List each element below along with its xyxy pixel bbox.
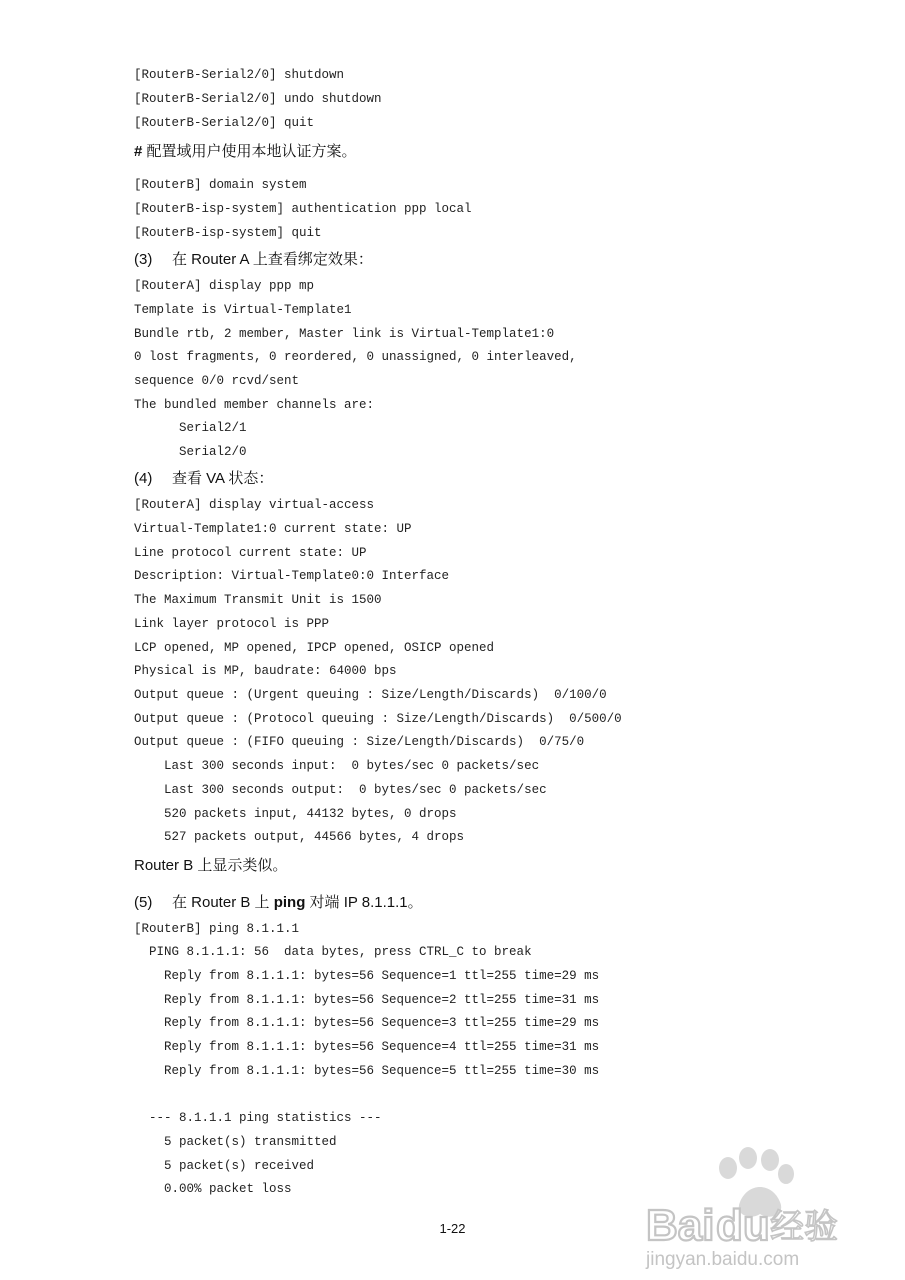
code-line: [RouterB] ping 8.1.1.1 <box>134 922 300 936</box>
code-line: [RouterB-Serial2/0] undo shutdown <box>134 92 382 106</box>
code-line: [RouterB-isp-system] authentication ppp local <box>134 202 472 216</box>
step-text-bold: ping <box>273 894 306 911</box>
code-line: Reply from 8.1.1.1: bytes=56 Sequence=1 ttl=255 time=29 ms <box>134 969 600 983</box>
code-line: PING 8.1.1.1: 56 data bytes, press CTRL_C to break <box>134 945 532 959</box>
step-number: (4) <box>134 470 153 487</box>
code-line: Physical is MP, baudrate: 64000 bps <box>134 664 397 678</box>
code-line: Virtual-Template1:0 current state: UP <box>134 522 412 536</box>
baidu-jingyan-watermark <box>640 1140 880 1270</box>
code-line: The bundled member channels are: <box>134 398 375 412</box>
code-line: sequence 0/0 rcvd/sent <box>134 374 300 388</box>
watermark-logo-jingyan: 经验 <box>770 1207 838 1247</box>
code-line: --- 8.1.1.1 ping statistics --- <box>134 1111 382 1125</box>
step-heading-5 <box>134 894 423 912</box>
note-text: Router B 上显示类似。 <box>134 857 288 874</box>
code-line: Reply from 8.1.1.1: bytes=56 Sequence=2 ttl=255 time=31 ms <box>134 993 600 1007</box>
code-line: Link layer protocol is PPP <box>134 617 330 631</box>
code-line: [RouterB-Serial2/0] quit <box>134 116 315 130</box>
code-line: Line protocol current state: UP <box>134 546 367 560</box>
code-line: 0.00% packet loss <box>134 1182 292 1196</box>
page-number: 1-22 <box>439 1221 466 1236</box>
code-line: 5 packet(s) transmitted <box>134 1135 337 1149</box>
heading-text: 配置域用户使用本地认证方案。 <box>142 143 357 160</box>
code-line: [RouterA] display virtual-access <box>134 498 375 512</box>
code-line: Serial2/0 <box>134 445 247 459</box>
code-line: Output queue : (FIFO queuing : Size/Length/Discards) 0/75/0 <box>134 735 585 749</box>
code-line: [RouterB] domain system <box>134 178 307 192</box>
code-line: Bundle rtb, 2 member, Master link is Virtual-Template1:0 <box>134 327 555 341</box>
code-line: [RouterB-isp-system] quit <box>134 226 322 240</box>
code-line: Last 300 seconds input: 0 bytes/sec 0 packets/sec <box>134 759 540 773</box>
code-line: Serial2/1 <box>134 421 247 435</box>
step-heading-3 <box>134 251 373 269</box>
step-text-post: 对端 IP 8.1.1.1。 <box>305 894 423 911</box>
code-line: LCP opened, MP opened, IPCP opened, OSICP opened <box>134 641 495 655</box>
hash-marker: # <box>134 143 143 160</box>
step-heading-4 <box>134 470 273 488</box>
code-line: Reply from 8.1.1.1: bytes=56 Sequence=3 ttl=255 time=29 ms <box>134 1016 600 1030</box>
code-line: 5 packet(s) received <box>134 1159 315 1173</box>
code-line: Output queue : (Urgent queuing : Size/Length/Discards) 0/100/0 <box>134 688 607 702</box>
step-text-pre: 在 Router B 上 <box>172 894 274 911</box>
step-number: (5) <box>134 894 153 911</box>
step-text: 在 Router A 上查看绑定效果： <box>172 251 373 268</box>
code-line: Description: Virtual-Template0:0 Interface <box>134 569 450 583</box>
code-line: 527 packets output, 44566 bytes, 4 drops <box>134 830 465 844</box>
watermark-logo-du: du <box>716 1201 770 1250</box>
code-line: Last 300 seconds output: 0 bytes/sec 0 packets/sec <box>134 783 547 797</box>
code-line: The Maximum Transmit Unit is 1500 <box>134 593 382 607</box>
code-line: 520 packets input, 44132 bytes, 0 drops <box>134 807 457 821</box>
code-line: [RouterB-Serial2/0] shutdown <box>134 68 345 82</box>
watermark-url: jingyan.baidu.com <box>646 1249 800 1270</box>
code-line: Reply from 8.1.1.1: bytes=56 Sequence=4 ttl=255 time=31 ms <box>134 1040 600 1054</box>
watermark-logo-text: Bai <box>646 1201 715 1250</box>
step-number: (3) <box>134 251 153 268</box>
code-line: Reply from 8.1.1.1: bytes=56 Sequence=5 ttl=255 time=30 ms <box>134 1064 600 1078</box>
code-line: Template is Virtual-Template1 <box>134 303 352 317</box>
code-line: 0 lost fragments, 0 reordered, 0 unassigned, 0 interleaved, <box>134 350 577 364</box>
section-heading <box>134 143 357 161</box>
step-text: 查看 VA 状态： <box>172 470 274 487</box>
code-line: Output queue : (Protocol queuing : Size/Length/Discards) 0/500/0 <box>134 712 622 726</box>
code-line: [RouterA] display ppp mp <box>134 279 315 293</box>
